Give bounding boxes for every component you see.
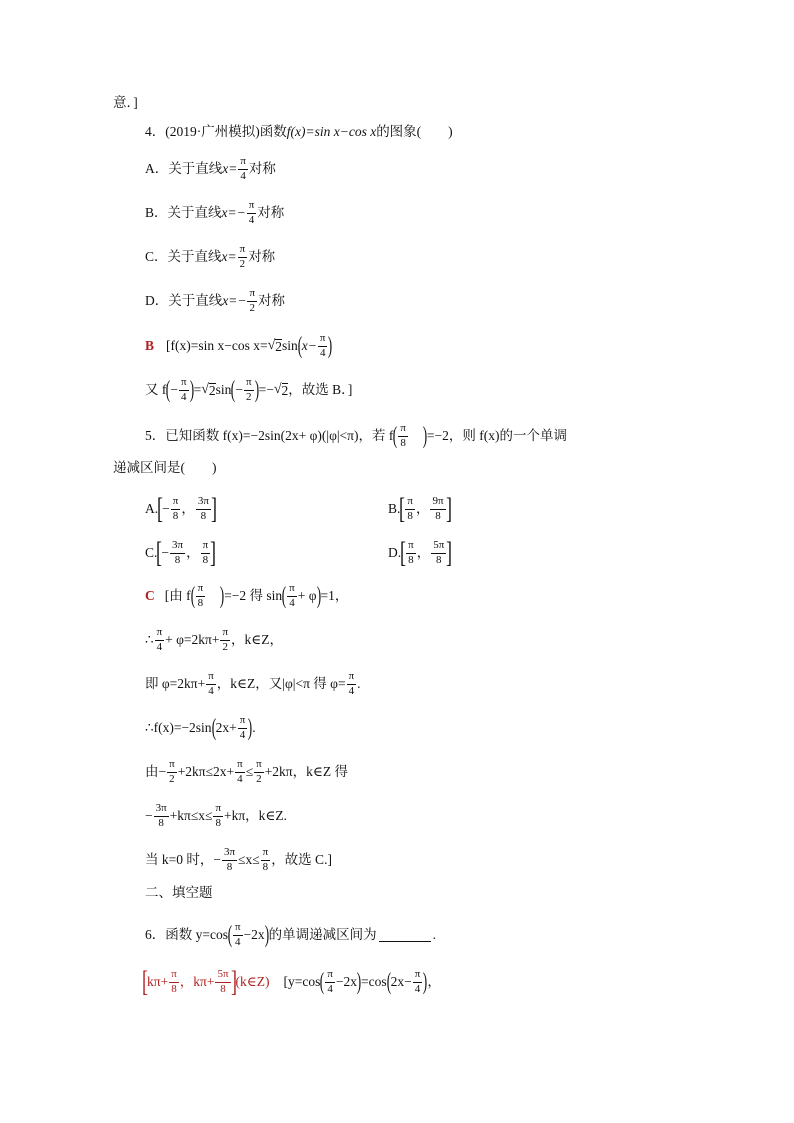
numerator: π: [244, 377, 254, 391]
text: 递减区间是( ): [113, 460, 217, 475]
denominator: 8: [172, 509, 179, 522]
option-5d: [388, 538, 451, 568]
text: −: [145, 808, 153, 824]
fraction: [206, 671, 216, 697]
text: B．关于直线: [145, 205, 222, 221]
text: 即 φ=2kπ+: [145, 676, 206, 692]
text: ，: [427, 974, 441, 990]
text: 5．已知函数 f(x)=−2sin(2x+ φ)(|φ|<π)，若 f: [145, 428, 394, 444]
numerator: π: [155, 627, 165, 641]
bracket-left: [: [142, 965, 148, 998]
fraction: [238, 156, 248, 182]
fraction: [431, 540, 446, 566]
paren-right: ): [248, 715, 253, 742]
text: D．关于直线: [145, 293, 223, 309]
bracket-right: ]: [210, 492, 217, 525]
fraction: [167, 759, 177, 785]
paren-right: ): [264, 922, 269, 949]
text: =−2，则 f(x)的一个单调: [426, 428, 568, 444]
fraction: [261, 847, 271, 873]
bracket-right: ]: [446, 536, 453, 569]
numerator: π: [254, 759, 264, 773]
fraction: [238, 244, 248, 270]
numerator: π: [238, 244, 248, 258]
text: .: [432, 927, 437, 943]
paren-right: ): [356, 969, 362, 995]
numerator: 9π: [430, 496, 445, 510]
bracket-right: ]: [230, 965, 237, 998]
text: =cos: [361, 974, 387, 990]
text: 意．]: [113, 95, 138, 110]
numerator: π: [287, 583, 297, 597]
fraction: [287, 583, 297, 609]
denominator: 8: [435, 509, 441, 522]
paren-left: (: [190, 583, 195, 610]
text: +2kπ，k∈Z 得: [264, 764, 348, 780]
denominator: 4: [156, 640, 163, 653]
answer-blank: [379, 928, 431, 942]
text: ，k∈Z，又|φ|<π 得 φ=: [216, 676, 346, 692]
numerator: π: [398, 423, 408, 437]
paren-right: ): [189, 377, 194, 404]
numerator: π: [261, 847, 271, 861]
line-continuation: [113, 96, 138, 110]
denominator: 8: [262, 860, 269, 873]
denominator: 4: [237, 772, 243, 785]
answer-4-line-1: [145, 333, 332, 359]
denominator: 4: [208, 684, 214, 697]
numerator: π: [196, 583, 206, 597]
numerator: π: [171, 496, 181, 510]
option-b: [145, 200, 284, 226]
text: ≤x≤: [238, 852, 260, 868]
paren-right: ): [423, 969, 428, 995]
answer-letter: C: [145, 588, 155, 604]
text: −: [235, 382, 244, 398]
denominator: 4: [319, 346, 326, 359]
denominator: 2: [222, 640, 229, 653]
text: ，k∈Z，: [231, 632, 284, 648]
paren-left: (: [386, 969, 391, 995]
text: (k∈Z): [235, 974, 270, 990]
numerator: π: [318, 333, 328, 347]
text: 6．函数 y=cos: [145, 927, 228, 943]
numerator: 5π: [431, 540, 446, 554]
numerator: π: [201, 540, 211, 554]
text: B.: [388, 501, 401, 517]
text: 对称: [258, 293, 286, 309]
numerator: 5π: [215, 969, 230, 983]
text: x=−: [221, 205, 246, 221]
option-a: [145, 156, 276, 182]
bracket-left: [: [399, 492, 406, 525]
text: 又 f: [145, 382, 167, 398]
paren-left: (: [393, 423, 398, 450]
denominator: 2: [256, 772, 262, 785]
paren-left: (: [166, 377, 171, 404]
denominator: 8: [202, 553, 209, 566]
answer-5-line-5: [145, 759, 348, 785]
text: .: [252, 720, 256, 736]
text: 当 k=0 时，−: [145, 852, 221, 868]
fraction: [244, 377, 254, 403]
denominator: 4: [239, 728, 246, 741]
bracket-left: [: [156, 536, 163, 569]
answer-6: [143, 967, 441, 997]
fraction: [201, 540, 211, 566]
denominator: 4: [240, 169, 246, 182]
bracket-right: ]: [445, 492, 452, 525]
fraction: [406, 540, 416, 566]
numerator: π: [413, 969, 423, 983]
numerator: π: [406, 540, 416, 554]
text: =−2 得 sin: [224, 588, 283, 604]
option-c: [145, 244, 275, 270]
fraction: [179, 377, 189, 403]
text: ，: [416, 545, 431, 561]
text: 由−: [145, 764, 167, 780]
text: −2x: [335, 974, 358, 990]
denominator: 8: [197, 596, 204, 609]
text: ，故选 B．]: [288, 382, 353, 398]
denominator: 2: [239, 257, 246, 270]
sqrt: √ 2: [273, 381, 289, 398]
text: =1，: [320, 588, 349, 604]
denominator: 8: [226, 860, 233, 873]
text: .: [357, 676, 361, 692]
text: =: [193, 382, 202, 398]
numerator: π: [213, 803, 223, 817]
denominator: 4: [327, 982, 333, 995]
numerator: 3π: [154, 803, 169, 817]
denominator: 4: [235, 935, 241, 948]
text: ，: [415, 501, 430, 517]
answer-5-line-2: [145, 627, 283, 653]
bracket-left: [: [400, 536, 407, 569]
numerator: 3π: [222, 847, 237, 861]
text: C．关于直线: [145, 249, 222, 265]
denominator: 2: [169, 772, 175, 785]
paren-right: ): [422, 423, 428, 450]
denominator: 4: [248, 213, 255, 226]
question-4-stem: [145, 125, 453, 139]
numerator: π: [238, 156, 248, 170]
text: 对称: [257, 205, 285, 221]
paren-right: ): [254, 377, 259, 404]
numerator: π: [169, 969, 179, 983]
numerator: π: [347, 671, 357, 685]
fraction: [247, 288, 257, 314]
text: ∴: [145, 632, 154, 648]
numerator: π: [247, 200, 257, 214]
text: A．关于直线: [145, 161, 223, 177]
denominator: 8: [220, 982, 226, 995]
denominator: 4: [181, 390, 187, 403]
numerator: 3π: [170, 540, 185, 554]
answer-5-line-4: [145, 715, 256, 741]
text: x=−: [222, 293, 247, 309]
text: ，: [181, 501, 195, 517]
denominator: 2: [249, 301, 255, 314]
option-5a: [145, 494, 216, 524]
text: =−: [258, 382, 274, 398]
question-5-stem-line-2: [113, 461, 217, 475]
text: + φ=2kπ+: [165, 632, 220, 648]
paren-right: ): [316, 583, 321, 610]
fraction: [405, 496, 415, 522]
text: C.: [145, 545, 158, 561]
answer-4-line-2: [145, 377, 352, 403]
answer-5-line-7: [145, 847, 332, 873]
fraction: [213, 803, 223, 829]
option-5b: [388, 494, 451, 524]
denominator: 8: [215, 816, 221, 829]
text: sin: [282, 338, 298, 354]
numerator: π: [167, 759, 177, 773]
text: −: [162, 501, 170, 517]
denominator: 2: [246, 390, 252, 403]
answer-5-line-3: [145, 671, 361, 697]
bracket-right: ]: [210, 536, 217, 569]
sqrt: √ 2: [201, 381, 216, 398]
formula: f(x)=sin x−cos x: [286, 124, 377, 139]
fraction: [398, 423, 408, 449]
text: kπ+: [193, 974, 215, 990]
denominator: 8: [435, 553, 442, 566]
paren-right: ): [219, 583, 225, 610]
answer-letter: B: [145, 338, 155, 354]
text: [由 f: [164, 588, 191, 604]
numerator: π: [247, 288, 257, 302]
answer-5-line-1: [145, 583, 348, 609]
denominator: 8: [171, 982, 177, 995]
question-6-stem: [145, 922, 436, 948]
radicand: 2: [281, 382, 289, 398]
paren-left: (: [211, 715, 216, 742]
paren-left: (: [297, 333, 302, 360]
numerator: π: [233, 922, 243, 936]
text: ，: [186, 545, 200, 561]
numerator: π: [220, 627, 230, 641]
fraction: [155, 627, 165, 653]
text: 的图象( ): [376, 124, 453, 139]
fraction: [169, 969, 179, 995]
denominator: 8: [158, 816, 164, 829]
text: [y=cos: [283, 974, 321, 990]
option-5c: [145, 538, 215, 568]
fraction: [154, 803, 169, 829]
denominator: 4: [348, 684, 355, 697]
denominator: 8: [407, 509, 413, 522]
paren-right: ): [328, 333, 333, 360]
text: x−: [301, 338, 317, 354]
text: 的单调递减区间为: [268, 927, 377, 943]
option-d: [145, 288, 285, 314]
fraction: [247, 200, 257, 226]
text: x=: [221, 249, 237, 265]
fraction: [235, 759, 245, 785]
paren-left: (: [320, 969, 325, 995]
sqrt: √ 2: [267, 337, 283, 354]
text: +kπ≤x≤: [169, 808, 213, 824]
text: ，故选 C.]: [271, 852, 332, 868]
fraction: [238, 715, 248, 741]
text: A.: [145, 501, 159, 517]
denominator: 4: [289, 596, 295, 609]
paren-left: (: [231, 377, 236, 404]
fraction: [430, 496, 445, 522]
denominator: 8: [174, 553, 181, 566]
text: 2x−: [390, 974, 412, 990]
text: + φ: [297, 588, 317, 604]
text: 2x+: [215, 720, 237, 736]
radicand: 2: [275, 338, 283, 354]
text: −2x: [243, 927, 265, 943]
question-5-stem-line-1: [145, 423, 567, 449]
fraction: [413, 969, 423, 995]
text: 对称: [248, 161, 276, 177]
text: [f(x)=sin x−cos x=: [166, 338, 268, 354]
paren-left: (: [281, 583, 287, 610]
fraction: [196, 496, 211, 522]
text: +2kπ≤2x+: [177, 764, 235, 780]
paren-left: (: [227, 922, 233, 949]
text: −: [170, 382, 178, 398]
fraction: [318, 333, 328, 359]
denominator: 4: [414, 982, 421, 995]
bracket-left: [: [157, 492, 164, 525]
numerator: π: [179, 377, 189, 391]
numerator: 3π: [196, 496, 211, 510]
text: kπ+: [147, 974, 169, 990]
text: 对称: [248, 249, 276, 265]
fraction: [215, 969, 230, 995]
section-heading: [145, 886, 213, 900]
numerator: π: [235, 759, 245, 773]
text: ≤: [245, 764, 254, 780]
denominator: 8: [408, 553, 414, 566]
text: +kπ，k∈Z.: [224, 808, 288, 824]
text: D.: [388, 545, 402, 561]
numerator: π: [238, 715, 248, 729]
text: −: [161, 545, 170, 561]
radicand: 2: [208, 382, 216, 398]
fraction: [233, 922, 243, 948]
denominator: 8: [400, 436, 406, 449]
numerator: π: [325, 969, 335, 983]
text: 4．(2019·广州模拟)函数: [145, 124, 287, 139]
text: 二、填空题: [145, 885, 213, 900]
text: x=: [222, 161, 238, 177]
fraction: [347, 671, 357, 697]
text: sin: [215, 382, 232, 398]
numerator: π: [405, 496, 415, 510]
text: ，: [179, 974, 194, 990]
fraction: [196, 583, 206, 609]
fraction: [220, 627, 230, 653]
denominator: 8: [200, 509, 207, 522]
fraction: [171, 496, 181, 522]
fraction: [170, 540, 185, 566]
fraction: [222, 847, 237, 873]
fraction: [254, 759, 264, 785]
fraction: [325, 969, 335, 995]
text: ∴f(x)=−2sin: [145, 720, 212, 736]
numerator: π: [206, 671, 216, 685]
answer-5-line-6: [145, 803, 287, 829]
